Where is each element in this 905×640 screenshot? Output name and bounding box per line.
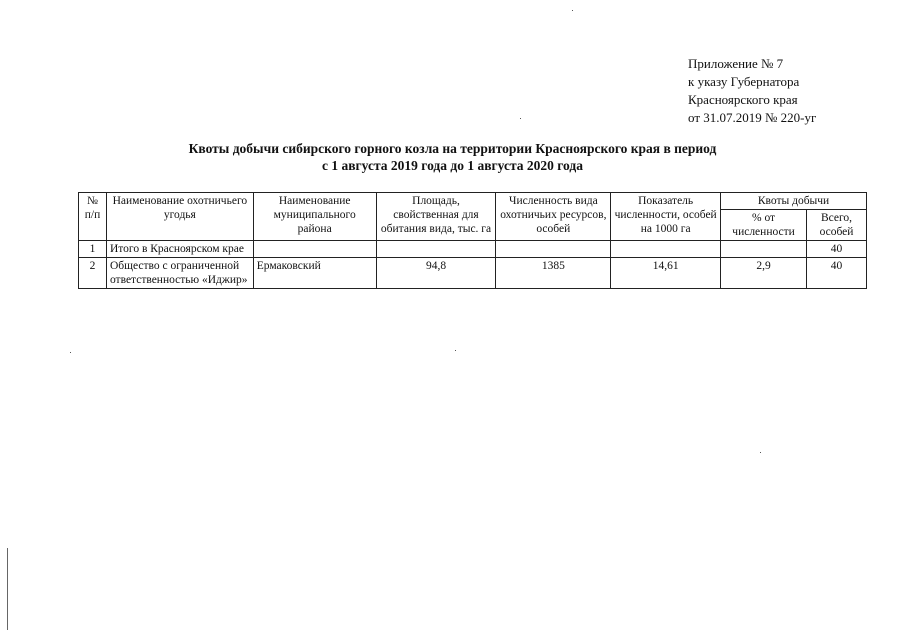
cell-quota-percent: 2,9 [721,258,807,289]
cell-district: Ермаковский [253,258,376,289]
title-line-2: с 1 августа 2019 года до 1 августа 2020 года [321,158,583,173]
table-row [79,241,867,258]
cell-quota-percent [721,241,807,258]
header-area: Площадь, свойственная для обитания вида, тыс. га [376,193,496,241]
cell-num: 2 [79,258,107,289]
appendix-line-4: от 31.07.2019 № 220-уг [688,110,817,125]
cell-population [496,241,611,258]
header-quota-group: Квоты добычи [721,193,867,210]
appendix-line-3: Красноярского края [688,92,798,107]
cell-population: 1385 [496,258,611,289]
scan-speck [455,350,456,351]
cell-density: 14,61 [611,258,721,289]
scan-speck [520,118,521,119]
cell-district [253,241,376,258]
appendix-line-1: Приложение № 7 [688,56,784,71]
cell-hunting-ground: Общество с ограниченной ответственностью «Иджир» [106,258,253,289]
quota-table [78,192,867,289]
document-title [0,140,905,174]
scan-speck [70,352,71,353]
cell-density [611,241,721,258]
cell-num: 1 [79,241,107,258]
cell-hunting-ground: Итого в Красноярском крае [106,241,253,258]
header-density: Показатель численности, особей на 1000 га [611,193,721,241]
table-row [79,258,867,289]
cell-area: 94,8 [376,258,496,289]
scan-speck [572,10,573,11]
header-hunting-ground: Наименование охотничьего угодья [106,193,253,241]
header-quota-total: Всего, особей [807,210,867,241]
scan-edge-line [7,548,8,630]
header-num: № п/п [79,193,107,241]
scan-speck [760,452,761,453]
header-quota-percent: % от численности [721,210,807,241]
cell-quota-total: 40 [807,241,867,258]
cell-area [376,241,496,258]
header-district: Наименование муниципального района [253,193,376,241]
appendix-line-2: к указу Губернатора [688,74,800,89]
title-line-1: Квоты добычи сибирского горного козла на территории Красноярского края в период [188,141,717,156]
cell-quota-total: 40 [807,258,867,289]
appendix-block [688,55,816,127]
header-population: Численность вида охотничьих ресурсов, особей [496,193,611,241]
